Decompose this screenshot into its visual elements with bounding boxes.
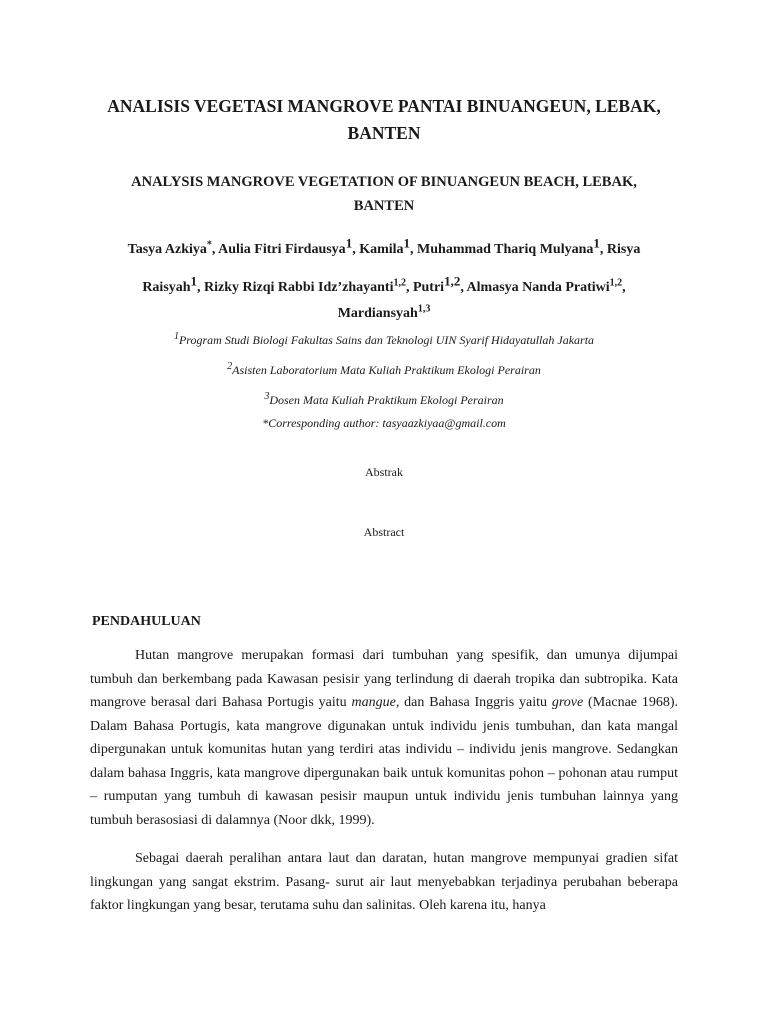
author-affiliation-marker: 1,2	[444, 273, 461, 289]
author-line-1	[0, 235, 768, 258]
body-paragraph-2: Sebagai daerah peralihan antara laut dan daratan, hutan mangrove mempunyai gradien sifat lingkungan yang sangat ekstrim. Pasang- surut air laut menyebabkan terjadinya perubahan beberapa faktor lingkungan yang besar, terutama suhu dan salinitas. Oleh karena itu, hanya	[90, 851, 678, 913]
affiliation-number: 1	[173, 331, 179, 342]
author-line-2	[0, 273, 768, 296]
paper-title-line-1: ANALISIS VEGETASI MANGROVE PANTAI BINUANGEUN, LEBAK,	[107, 96, 661, 116]
author-line-3	[0, 303, 768, 322]
author-affiliation-marker: 1	[403, 235, 411, 251]
corresponding-author: *Corresponding author: tasyaazkiyaa@gmail.com	[262, 416, 506, 430]
author-name: , Aulia Fitri Firdausya	[211, 242, 346, 257]
author-affiliation-marker: 1,3	[417, 303, 431, 315]
author-name: , Rizky Rizqi Rabbi Idz’zhayanti	[197, 280, 394, 295]
paragraph-text: Hutan mangrove merupakan formasi dari tumbuhan yang spesifik, dan umunya dijumpai tumbuh dan berkembang pada Kawasan pesisir yang terlindung di daerah tropika dan subtropika. Kata mangrove berasal dari Bahasa Portugis yaitu	[90, 648, 678, 710]
affiliation-3	[0, 393, 768, 408]
affiliation-2	[0, 363, 768, 378]
author-affiliation-marker: *	[206, 239, 212, 251]
author-affiliation-marker: 1,2	[393, 277, 406, 289]
abstract-label: Abstract	[363, 525, 405, 539]
author-affiliation-marker: 1	[345, 235, 353, 251]
abstrak-label: Abstrak	[365, 465, 403, 479]
paper-title-line-2: BANTEN	[347, 123, 421, 143]
italic-term: grove	[551, 695, 584, 710]
author-name: , Risya	[599, 242, 641, 257]
paper-subtitle-line-1: ANALYSIS MANGROVE VEGETATION OF BINUANGEUN BEACH, LEBAK,	[131, 174, 637, 190]
paragraph-text: dan Bahasa Inggris yaitu	[399, 695, 552, 710]
author-name: Mardiansyah	[337, 306, 418, 321]
author-name: , Almasya Nanda Pratiwi	[460, 280, 610, 295]
paragraph-text: (Macnae 1968). Dalam Bahasa Portugis, kata mangrove digunakan untuk individu jenis tumbuhan, dan kata mangal dipergunakan untuk komunitas hutan yang terdiri atas individu – individu jenis mangrove. Sedangkan dalam bahasa Inggris, kata mangrove dipergunakan baik untuk komunitas pohon – pohonan atau rumput – rumputan yang tumbuh di kawasan pesisir maupun untuk individu jenis tumbuhan lainnya yang tumbuh berasosiasi di dalamnya (Noor dkk, 1999).	[90, 695, 679, 828]
author-affiliation-marker: 1	[190, 273, 198, 289]
affiliation-text: Dosen Mata Kuliah Praktikum Ekologi Perairan	[269, 393, 504, 407]
paper-subtitle-line-2: BANTEN	[353, 198, 415, 214]
author-name: Raisyah	[142, 280, 191, 295]
author-name: ,	[622, 280, 626, 295]
affiliation-text: Asisten Laboratorium Mata Kuliah Praktikum Ekologi Perairan	[232, 363, 541, 377]
body-paragraph-1	[90, 644, 678, 832]
author-name: , Putri	[405, 280, 445, 295]
paper-title	[0, 94, 768, 148]
affiliation-number: 2	[227, 361, 233, 372]
paper-subtitle	[0, 170, 768, 218]
affiliation-number: 3	[264, 391, 270, 402]
author-affiliation-marker: 1,2	[609, 277, 623, 289]
affiliation-text: Program Studi Biologi Fakultas Sains dan Teknologi UIN Syarif Hidayatullah Jakarta	[178, 333, 595, 347]
italic-term: mangue,	[351, 695, 400, 710]
author-name: , Muhammad Thariq Mulyana	[410, 242, 594, 257]
author-name: Tasya Azkiya	[127, 242, 207, 257]
author-name: , Kamila	[352, 242, 404, 257]
author-affiliation-marker: 1	[593, 235, 600, 251]
affiliation-1	[0, 333, 768, 348]
section-heading-pendahuluan: PENDAHULUAN	[92, 614, 201, 629]
